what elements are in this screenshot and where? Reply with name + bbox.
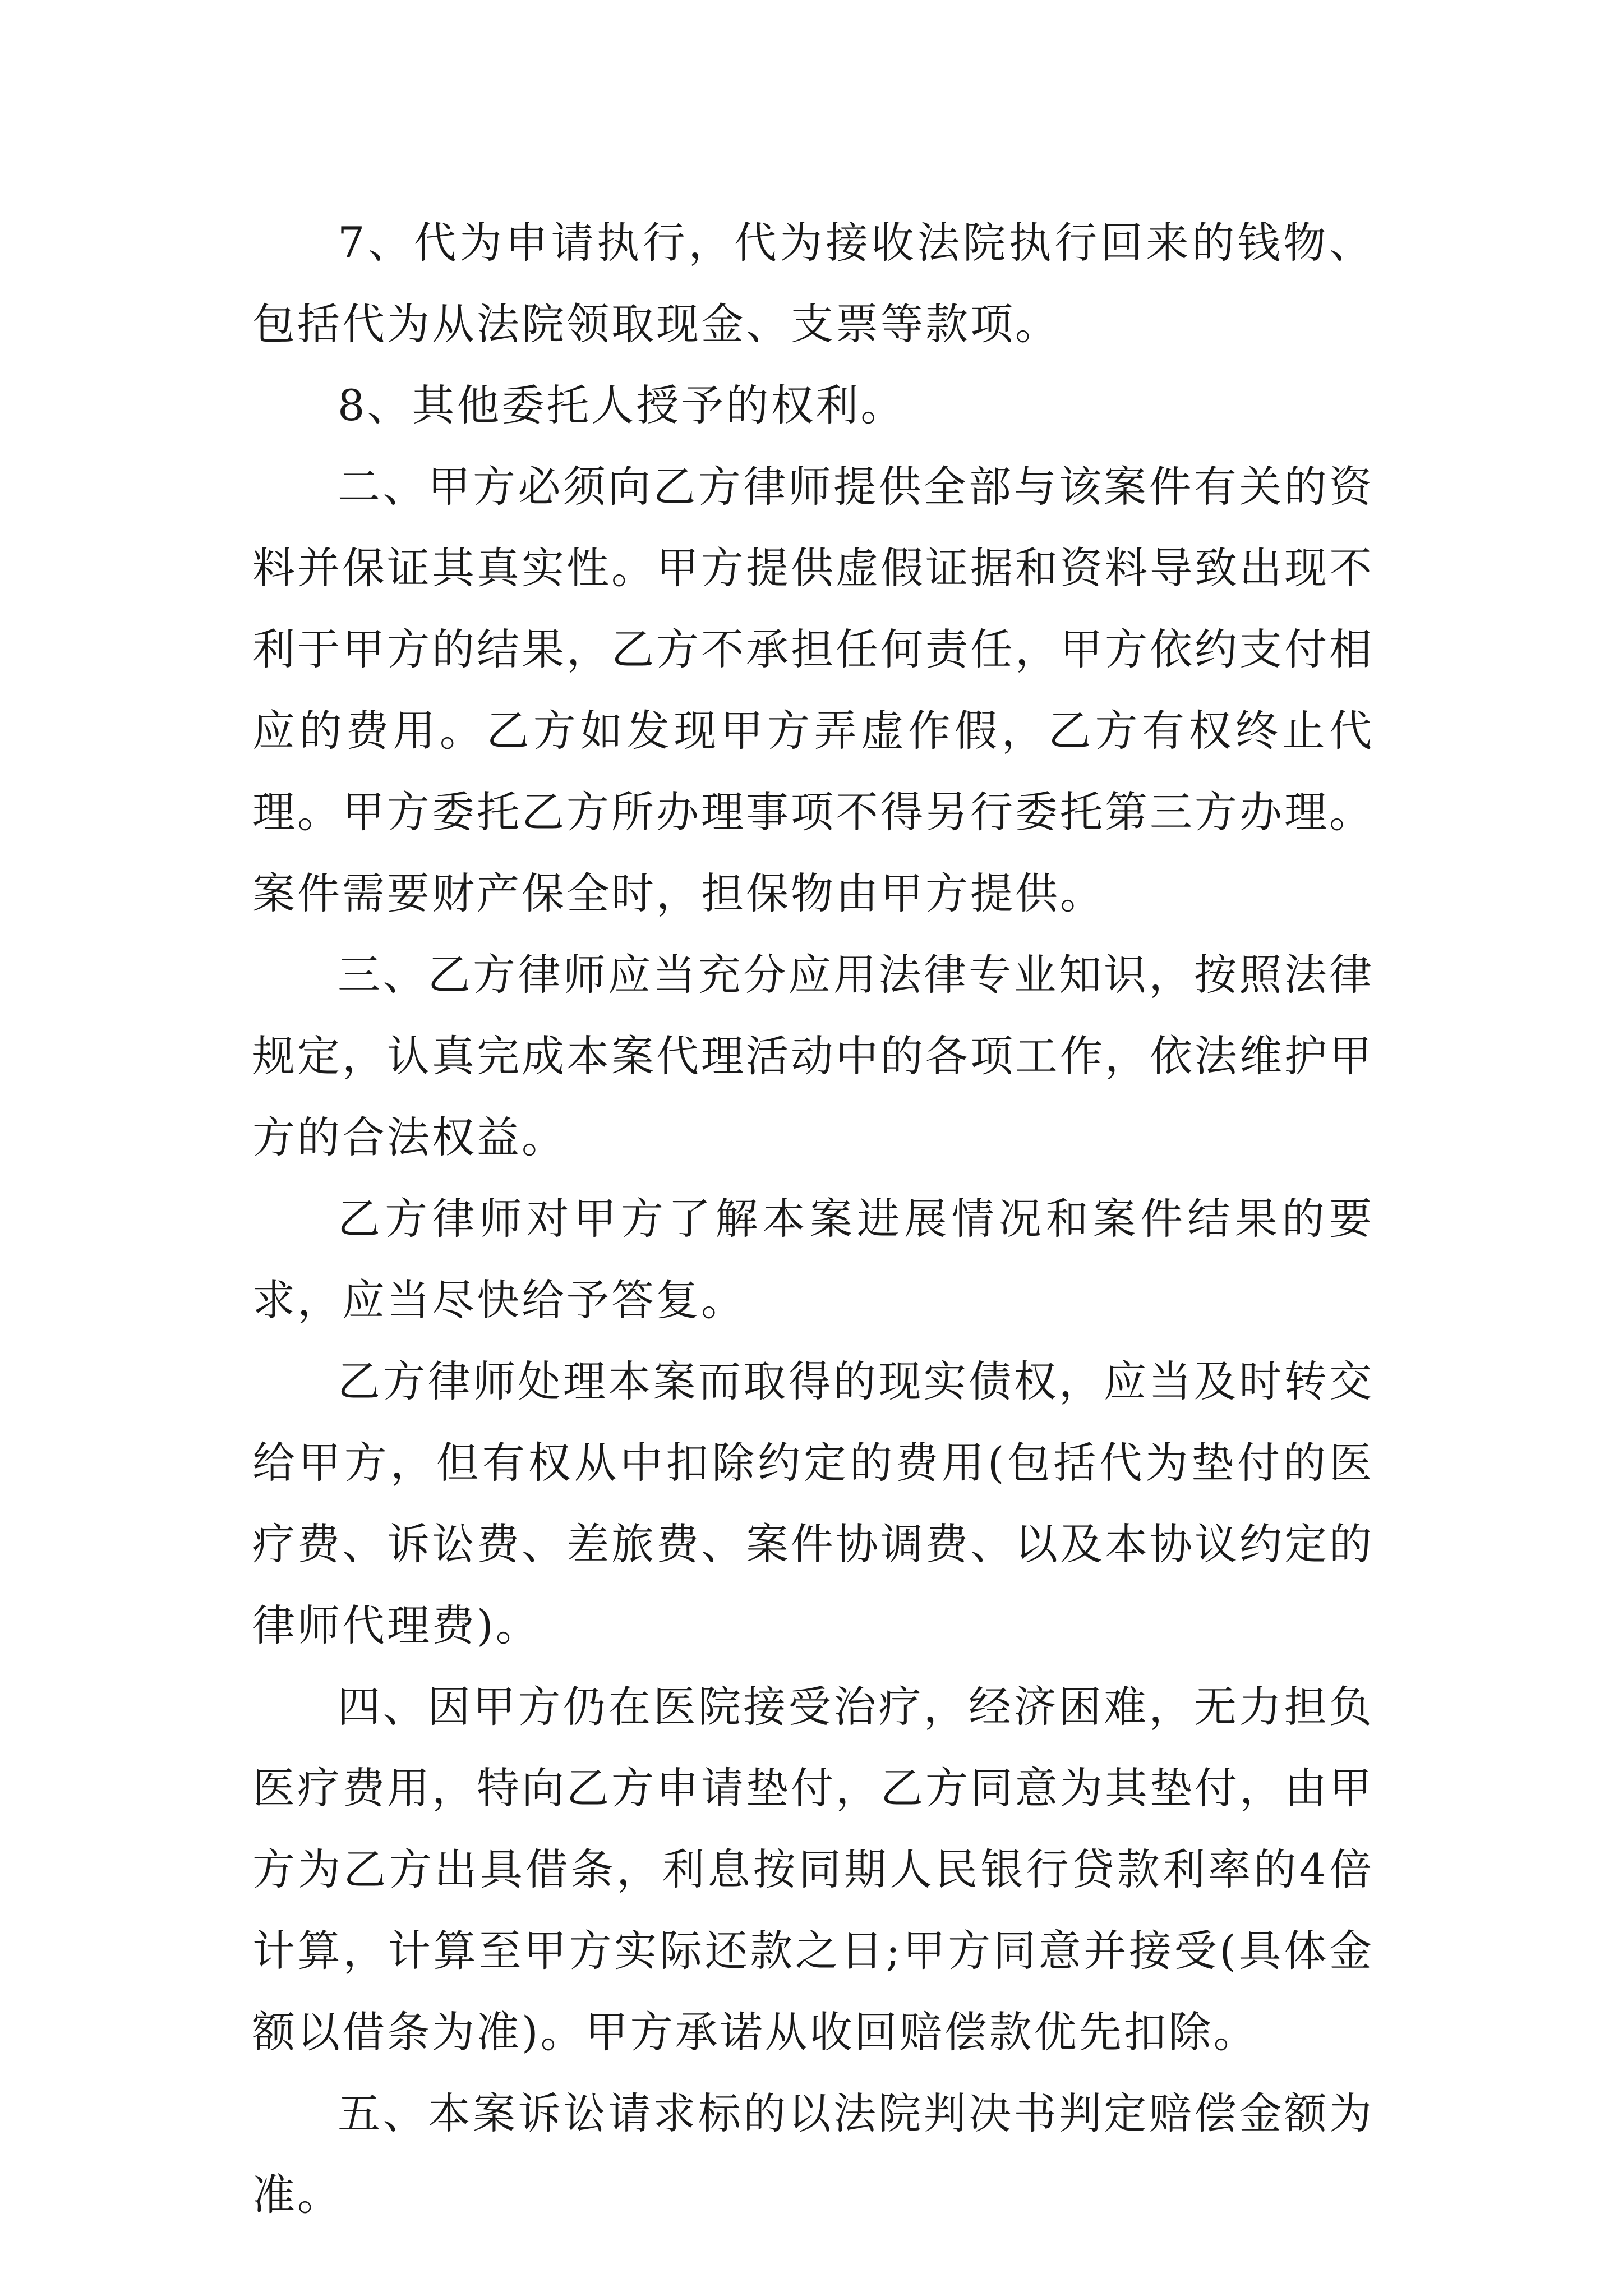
paragraph-item-7: 7、代为申请执行，代为接收法院执行回来的钱物、包括代为从法院领取现金、支票等款项。 [252,218,1374,349]
paragraph-section-3: 三、乙方律师应当充分应用法律专业知识，按照法律规定，认真完成本案代理活动中的各项工作，依法维护甲方的合法权益。 [252,950,1374,1162]
paragraph-section-3-reply: 乙方律师对甲方了解本案进展情况和案件结果的要求，应当尽快给予答复。 [252,1194,1374,1325]
paragraph-section-3-claims: 乙方律师处理本案而取得的现实债权，应当及时转交给甲方，但有权从中扣除约定的费用(包括代为垫付的医疗费、诉讼费、差旅费、案件协调费、以及本协议约定的律师代理费)。 [252,1356,1374,1650]
paragraph-section-5: 五、本案诉讼请求标的以法院判决书判定赔偿金额为准。 [252,2088,1374,2220]
paragraph-section-4: 四、因甲方仍在医院接受治疗，经济困难，无力担负医疗费用，特向乙方申请垫付，乙方同意为其垫付，由甲方为乙方出具借条，利息按同期人民银行贷款利率的4倍计算，计算至甲方实际还款之日;甲方同意并接受(具体金额以借条为准)。甲方承诺从收回赔偿款优先扣除。 [252,1682,1374,2057]
paragraph-item-8: 8、其他委托人授予的权利。 [338,380,906,430]
document-body [252,202,1374,2235]
paragraph-section-2: 二、甲方必须向乙方律师提供全部与该案件有关的资料并保证其真实性。甲方提供虚假证据和资料导致出现不利于甲方的结果，乙方不承担任何责任，甲方依约支付相应的费用。乙方如发现甲方弄虚作假，乙方有权终止代理。甲方委托乙方所办理事项不得另行委托第三方办理。案件需要财产保全时，担保物由甲方提供。 [252,462,1374,918]
